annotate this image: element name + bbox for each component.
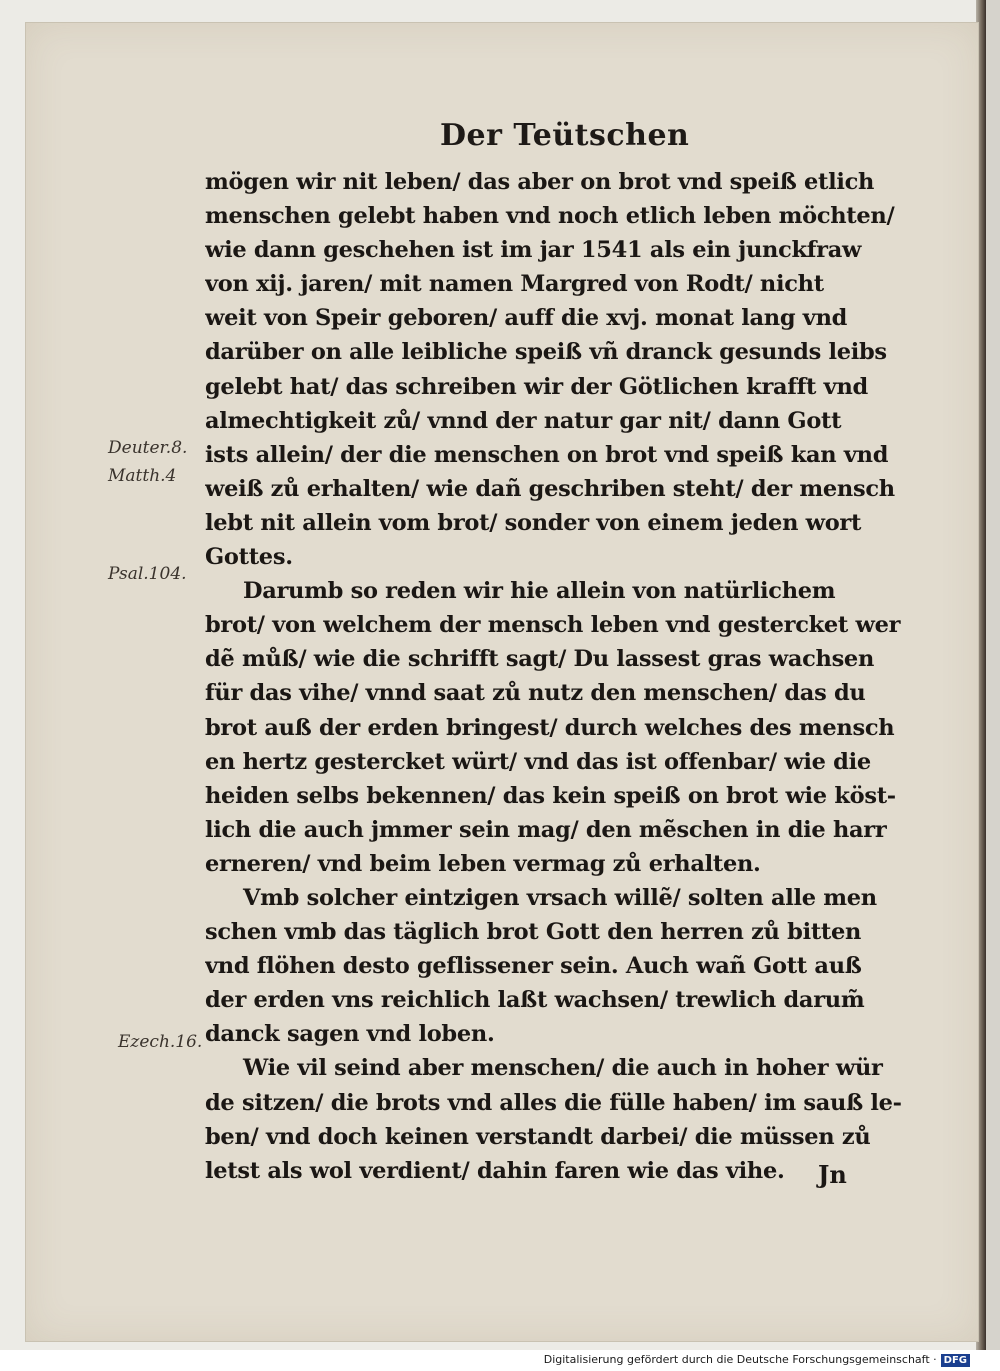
footer-credit	[544, 1353, 970, 1367]
text-line: de sitzen/ die brots vnd alles die fülle haben/ im sauß le-	[205, 1089, 902, 1116]
text-line: Wie vil seind aber menschen/ die auch in hoher wür	[243, 1055, 883, 1082]
text-line: weiß zů erhalten/ wie dañ geschriben steht/ der mensch	[205, 475, 895, 502]
text-line: lebt nit allein vom brot/ sonder von einem jeden wort	[205, 509, 862, 536]
marginal-note: Deuter.8.	[108, 438, 188, 458]
marginal-note: Psal.104.	[108, 564, 187, 584]
text-line: darüber on alle leibliche speiß vñ dranck gesunds leibs	[205, 339, 887, 366]
text-line: menschen gelebt haben vnd noch etlich leben möchten/	[205, 203, 895, 230]
dfg-logo: DFG	[941, 1354, 970, 1367]
text-line: ben/ vnd doch keinen verstandt darbei/ die müssen zů	[205, 1123, 871, 1150]
marginal-note: Matth.4	[108, 466, 177, 486]
text-line: dẽ můß/ wie die schrifft sagt/ Du lassest gras wachsen	[205, 646, 875, 673]
text-line: brot auß der erden bringest/ durch welches des mensch	[205, 714, 895, 741]
text-line: mögen wir nit leben/ das aber on brot vnd speiß etlich	[205, 169, 875, 195]
text-line: en hertz gestercket würt/ vnd das ist offenbar/ wie die	[205, 748, 871, 775]
text-line: Vmb solcher eintzigen vrsach willẽ/ solten alle men	[243, 884, 877, 911]
text-line: erneren/ vnd beim leben vermag zů erhalten.	[205, 850, 761, 877]
catchword: Jn	[818, 1160, 847, 1189]
text-line: danck sagen vnd loben.	[205, 1021, 495, 1048]
running-head: Der Teütschen	[440, 118, 690, 153]
text-line: lich die auch jmmer sein mag/ den mẽschen in die harr	[205, 816, 887, 843]
text-line: letst als wol verdient/ dahin faren wie das vihe.	[205, 1157, 785, 1184]
text-line: heiden selbs bekennen/ das kein speiß on brot wie köst-	[205, 782, 896, 809]
scan-border	[986, 0, 1000, 1350]
text-line: weit von Speir geboren/ auff die xvj. monat lang vnd	[205, 305, 848, 332]
text-line: von xij. jaren/ mit namen Margred von Rodt/ nicht	[205, 271, 824, 298]
text-line: ists allein/ der die menschen on brot vnd speiß kan vnd	[205, 441, 889, 468]
text-block	[205, 165, 910, 1188]
text-line: der erden vns reichlich laßt wachsen/ trewlich darum̃	[205, 987, 865, 1014]
text-line: wie dann geschehen ist im jar 1541 als ein junckfraw	[205, 237, 862, 264]
text-line: Gottes.	[205, 544, 293, 571]
text-line: vnd flöhen desto geflissener sein. Auch wañ Gott auß	[205, 953, 862, 980]
text-line: gelebt hat/ das schreiben wir der Götlichen krafft vnd	[205, 373, 868, 400]
text-line: für das vihe/ vnnd saat zů nutz den menschen/ das du	[205, 680, 866, 707]
text-line: brot/ von welchem der mensch leben vnd gestercket wer	[205, 612, 901, 639]
text-line: almechtigkeit zů/ vnnd der natur gar nit/ dann Gott	[205, 407, 842, 434]
text-line: Darumb so reden wir hie allein von natürlichem	[243, 578, 836, 605]
text-line: schen vmb das täglich brot Gott den herren zů bitten	[205, 919, 862, 946]
funding-credit-text: Digitalisierung gefördert durch die Deutsche Forschungsgemeinschaft ·	[543, 1353, 937, 1366]
marginal-note: Ezech.16.	[118, 1032, 203, 1052]
